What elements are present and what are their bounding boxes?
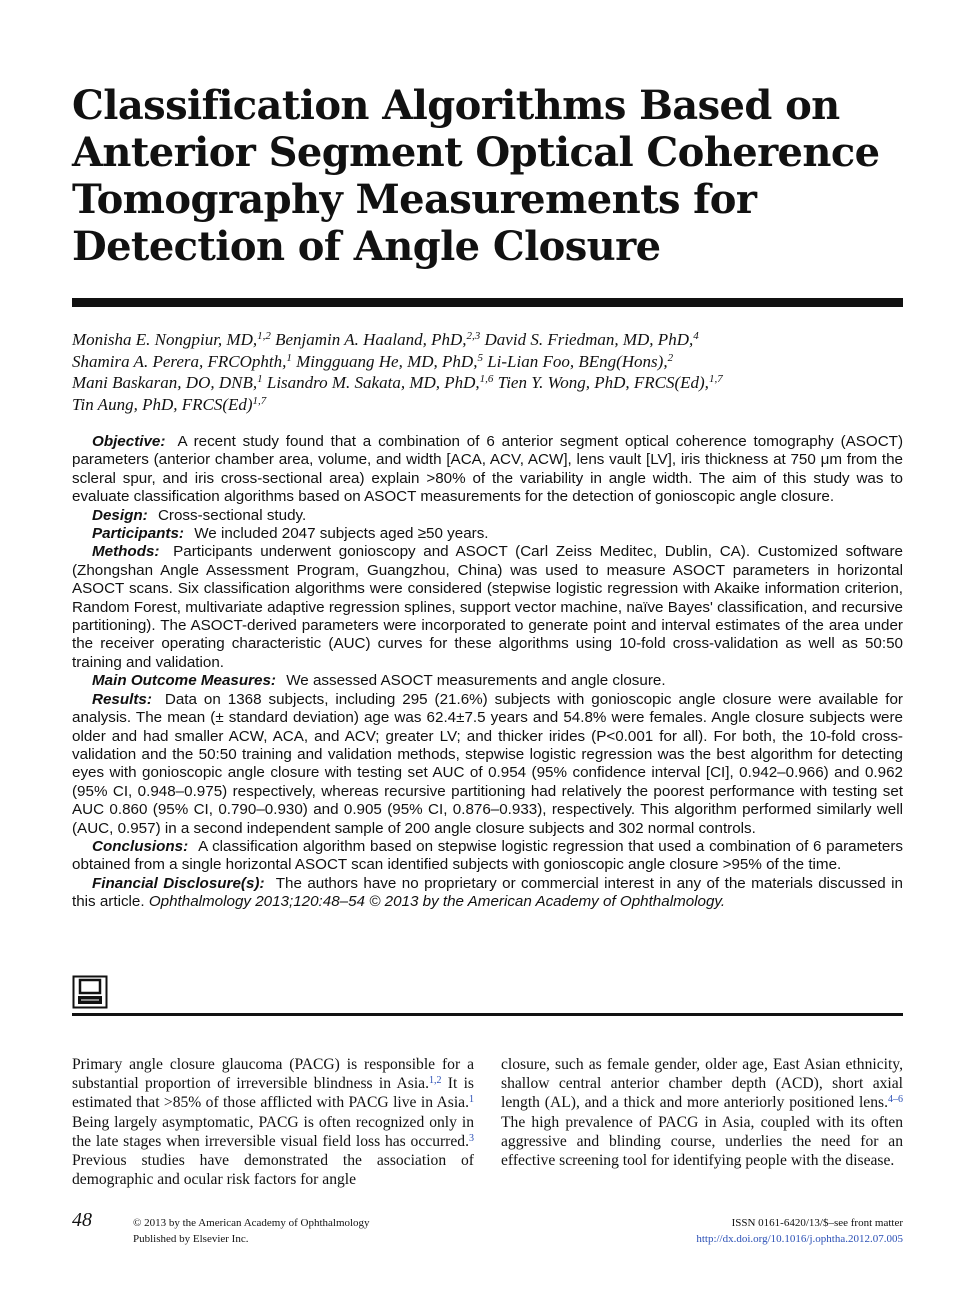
section-label: Main Outcome Measures: (92, 672, 276, 690)
reference-link[interactable]: 4–6 (888, 1094, 903, 1106)
author-line-3 (72, 372, 903, 394)
section-label: Conclusions: (92, 837, 189, 855)
section-label: Participants: (92, 525, 184, 543)
section-text: Participants underwent gonioscopy and ASOCT (Carl Zeiss Meditec, Dublin, CA). Customized software (Zhongshan Angle Assessment Program, Guangzhou, China) was used to measure ASOCT parameters in horizontal ASOCT scans. Six classification algorithms were considered (stepwise logistic regression with Akaike information criterion, Random Forest, multivariate adaptive regression splines, support vector machine, naïve Bayes' classification, and recursive partitioning). The ASOCT-derived parameters were incorporated to generate point and interval estimates of the area under the receiver operating characteristic (AUC) curves for these algorithms using 10-fold cross-validation as well as 50:50 training and validation. (72, 543, 903, 671)
doi-link[interactable]: http://dx.doi.org/10.1016/j.ophtha.2012.07.005 (696, 1233, 903, 1245)
abstract-conclusions (72, 838, 903, 875)
author-name: Benjamin A. Haaland, PhD, (270, 330, 467, 349)
body-paragraph (72, 1055, 474, 1189)
section-text: Data on 1368 subjects, including 295 (21.6%) subjects with gonioscopic angle closure were available for analysis. The mean (± standard deviation) age was 62.4±7.5 years and 54.8% were females. Angle closure subjects were older and had smaller ACW, ACA, and ACV; greater LV; and thicker irides (P<0.001 for all). For both, the 10-fold cross-validation and the 50:50 training and validation methods, stepwise logistic regression was the best algorithm for detecting eyes with gonioscopic angle closure with testing set AUC of 0.954 (95% confidence interval [CI], 0.942–0.966) and 0.962 (95% CI, 0.948–0.975) respectively, whereas recursive partitioning had relatively the poorest performance with testing set AUC 0.860 (95% CI, 0.790–0.930) and 0.905 (95% CI, 0.876–0.933), respectively. This algorithm performed similarly well (AUC, 0.957) in a second independent sample of 200 angle closure subjects and 302 normal controls. (72, 690, 903, 837)
author-name: Tien Y. Wong, PhD, FRCS(Ed), (493, 373, 709, 392)
author-affiliation: 4 (693, 330, 699, 342)
section-text: A recent study found that a combination of 6 anterior segment optical coherence tomography (ASOCT) parameters (anterior chamber area, volume, and width [ACA, ACV, ACW], lens vault [LV], iris thickness at 750 μm from the scleral spur, and iris cross-sectional area) explain >80% of the variability in angle width. The aim of this study was to evaluate classification algorithms based on ASOCT measurements for the detection of gonioscopic angle closure. (72, 433, 904, 506)
body-column-left (72, 1055, 474, 1189)
footer-issn-block (696, 1215, 903, 1247)
reference-link[interactable]: 1 (469, 1094, 474, 1106)
author-name: Mani Baskaran, DO, DNB, (72, 373, 258, 392)
author-affiliation: 1 (257, 373, 263, 385)
body-text: Being largely asymptomatic, PACG is often recognized only in the late stages when irreversible visual field loss has occurred. (72, 1113, 474, 1150)
abstract-outcome-measures (72, 672, 903, 690)
publisher-text: Published by Elsevier Inc. (133, 1233, 249, 1245)
author-affiliation: 2 (667, 351, 674, 364)
computer-icon (72, 975, 108, 1009)
author-name: Shamira A. Perera, FRCOphth, (72, 351, 287, 371)
author-name: Li-Lian Foo, BEng(Hons), (482, 351, 668, 371)
page-number: 48 (72, 1209, 92, 1231)
author-name: Tin Aung, PhD, FRCS(Ed) (72, 394, 253, 414)
author-name: Mingguang He, MD, PhD, (291, 351, 478, 371)
abstract-objective (72, 433, 903, 507)
body-paragraph (501, 1055, 903, 1170)
abstract-design (72, 507, 903, 525)
section-text: A classification algorithm based on stepwise logistic regression that used a combination of 6 parameters obtained from a single horizontal ASOCT scan identified subjects with gonioscopic angle closure >95% of the time. (72, 837, 903, 874)
author-affiliation: 1,7 (708, 373, 723, 385)
body-text: Previous studies have demonstrated the association of demographic and ocular risk factors for angle (72, 1152, 474, 1189)
author-line-4 (72, 394, 903, 416)
section-text: We assessed ASOCT measurements and angle closure. (286, 672, 666, 690)
issn-text: ISSN 0161-6420/13/$–see front matter (731, 1217, 903, 1229)
author-affiliation: 1,6 (479, 373, 494, 385)
author-line-1 (72, 329, 903, 351)
author-affiliation: 1,7 (252, 394, 267, 407)
abstract-participants (72, 525, 903, 543)
author-name: Lisandro M. Sakata, MD, PhD, (262, 373, 480, 392)
footer-copyright-block (133, 1215, 370, 1247)
abstract-methods (72, 543, 903, 672)
section-text: The authors have no proprietary or commercial interest in any of the materials discussed in this article. (72, 874, 904, 911)
author-affiliation: 5 (477, 351, 483, 364)
section-text: We included 2047 subjects aged ≥50 years. (194, 525, 489, 543)
reference-link[interactable]: 3 (469, 1132, 474, 1144)
body-text: Primary angle closure glaucoma (PACG) is responsible for a substantial proportion of irreversible blindness in Asia. (72, 1056, 474, 1093)
author-affiliation: 1 (286, 351, 292, 364)
journal-citation: Ophthalmology 2013;120:48–54 © 2013 by the American Academy of Ophthalmology. (148, 893, 726, 911)
title-divider (72, 298, 903, 307)
author-list (72, 329, 903, 415)
body-text: closure, such as female gender, older age, East Asian ethnicity, shallow central anterior chamber depth (ACD), short axial length (AL), and a thick and more anteriorly positioned lens. (501, 1056, 903, 1112)
body-column-right (501, 1055, 903, 1170)
author-line-2 (72, 351, 903, 373)
abstract (72, 433, 903, 912)
author-affiliation: 1,2 (257, 330, 271, 342)
section-label: Results: (92, 690, 152, 708)
copyright-text: © 2013 by the American Academy of Ophthalmology (133, 1217, 370, 1229)
article-title: Classification Algorithms Based on Anterior Segment Optical Coherence Tomography Measurements for Detection of Angle Closure (72, 82, 880, 270)
section-label: Objective: (92, 433, 166, 450)
section-divider (72, 1013, 903, 1016)
reference-link[interactable]: 1,2 (428, 1075, 442, 1087)
section-label: Financial Disclosure(s): (92, 874, 265, 892)
abstract-disclosure (72, 875, 903, 912)
body-text: It is estimated that >85% of those afflicted with PACG live in Asia. (72, 1075, 474, 1112)
section-text: Cross-sectional study. (157, 506, 307, 524)
abstract-results (72, 691, 903, 838)
author-name: David S. Friedman, MD, PhD, (480, 330, 694, 349)
section-label: Design: (92, 506, 148, 524)
section-label: Methods: (92, 543, 160, 561)
author-affiliation: 2,3 (466, 330, 481, 342)
author-name: Monisha E. Nongpiur, MD, (72, 330, 258, 349)
body-text: The high prevalence of PACG in Asia, coupled with its often aggressive and blinding course, underlies the need for an effective screening tool for identifying people with the disease. (501, 1113, 903, 1170)
